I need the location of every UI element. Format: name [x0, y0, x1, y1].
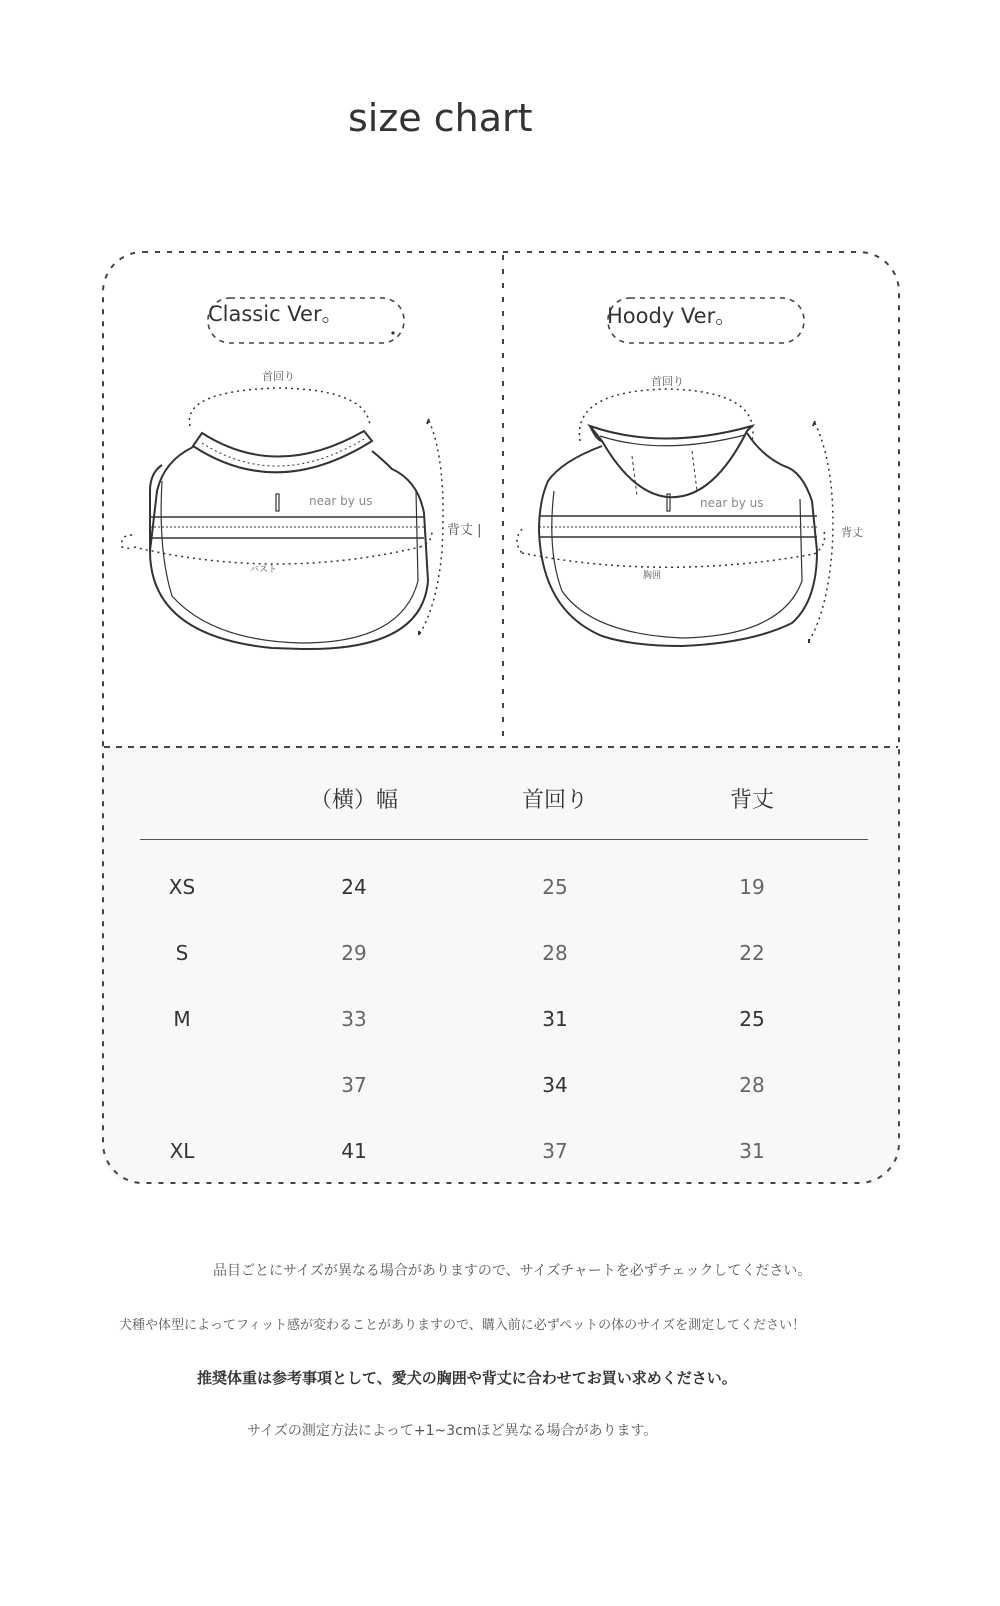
size-cell: S	[175, 941, 189, 965]
header-back-length: 背丈	[729, 788, 774, 813]
page-title: size chart	[348, 96, 533, 140]
header-divider	[140, 839, 868, 840]
width-cell: 37	[341, 1073, 367, 1097]
width-cell: 24	[341, 875, 367, 899]
hoody-chest-label: 胸囲	[643, 571, 662, 581]
neck-cell: 31	[542, 1007, 568, 1031]
size-cell: XS	[168, 875, 196, 899]
classic-back-label: 背丈 |	[447, 523, 482, 538]
size-cell: M	[173, 1007, 191, 1031]
back-length-cell: 28	[739, 1073, 765, 1097]
width-cell: 33	[341, 1007, 367, 1031]
note-recommended-weight: 推奨体重は参考事項として、愛犬の胸囲や背丈に合わせてお買い求めください。	[197, 1369, 737, 1387]
back-length-cell: 25	[739, 1007, 765, 1031]
neck-cell: 28	[542, 941, 568, 965]
note-measurement-tolerance: サイズの測定方法によって+1~3cmほど異なる場合があります。	[247, 1423, 658, 1439]
width-cell: 41	[341, 1139, 367, 1163]
classic-brand-label: near by us	[309, 494, 373, 508]
neck-cell: 34	[542, 1073, 568, 1097]
hoody-back-label: 背丈	[841, 526, 863, 539]
size-cell: XL	[169, 1139, 195, 1163]
hoody-brand-label: near by us	[700, 496, 764, 510]
width-cell: 29	[341, 941, 367, 965]
size-chart-card	[102, 251, 900, 1184]
classic-neck-label: 首回り	[262, 370, 295, 383]
header-neck: 首回り	[521, 788, 588, 813]
size-table	[102, 747, 900, 1184]
neck-cell: 25	[542, 875, 568, 899]
back-length-cell: 19	[739, 875, 765, 899]
classic-chest-label: バスト	[250, 565, 278, 575]
back-length-cell: 31	[739, 1139, 765, 1163]
classic-version-label: Classic Ver。	[208, 302, 343, 326]
hoody-neck-label: 首回り	[651, 375, 684, 388]
note-item-variation: 品目ごとにサイズが異なる場合がありますので、サイズチャートを必ずチェックしてください。	[213, 1263, 812, 1279]
hoody-version-label: Hoody Ver。	[607, 304, 737, 328]
header-width: （横）幅	[309, 788, 398, 813]
back-length-cell: 22	[739, 941, 765, 965]
note-measure-pet: 犬種や体型によってフィット感が変わることがありますので、購入前に必ずペットの体のサイズを測定してください！	[119, 1318, 806, 1333]
neck-cell: 37	[542, 1139, 568, 1163]
